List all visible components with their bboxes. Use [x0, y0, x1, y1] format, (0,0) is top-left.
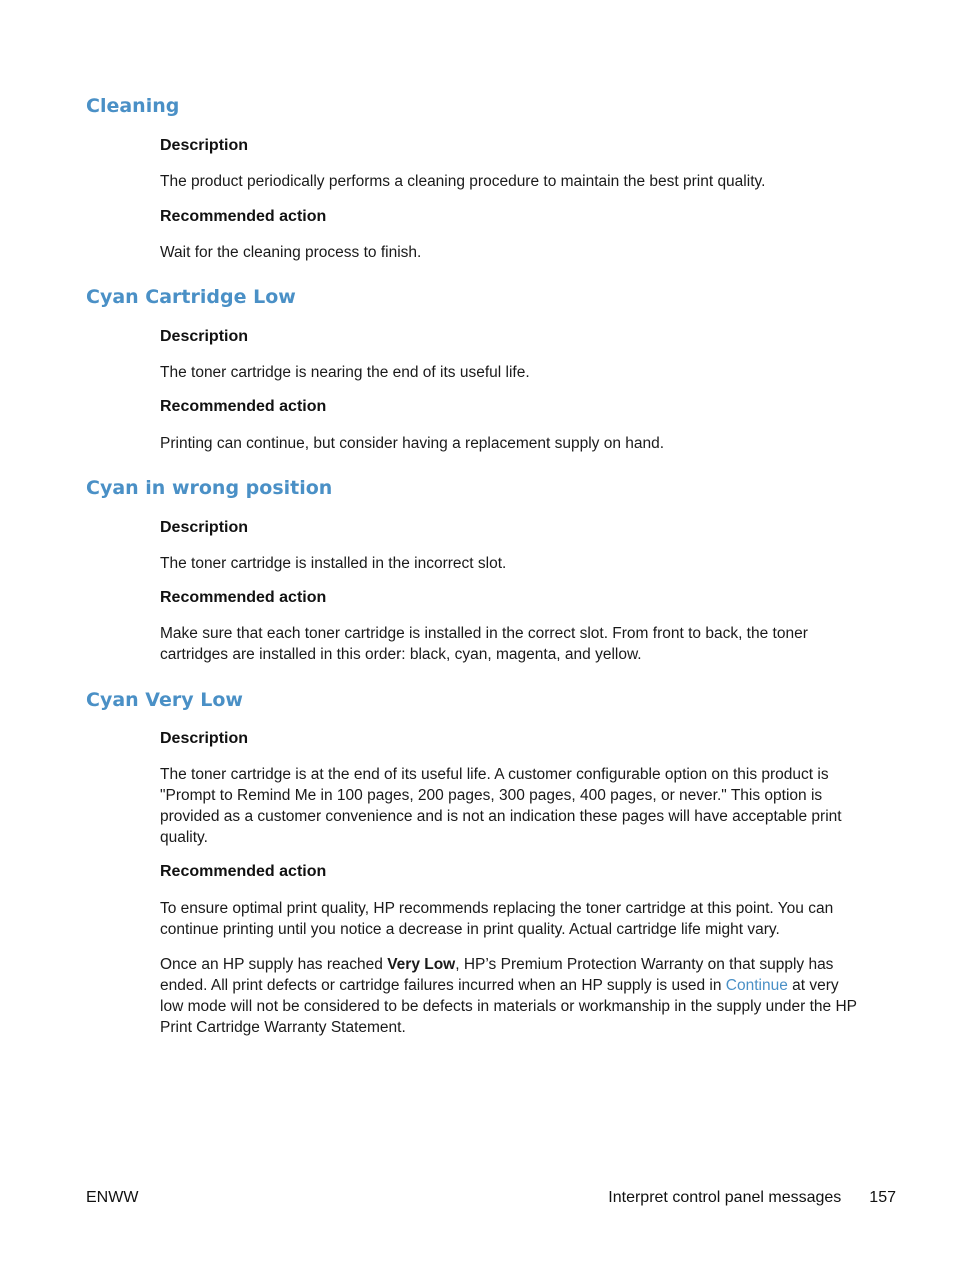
section-heading-cyan-cartridge-low: Cyan Cartridge Low: [86, 286, 296, 308]
description-label: Description: [160, 137, 249, 154]
recommended-action-text: Printing can continue, but consider having a replacement supply on hand.: [160, 435, 665, 452]
description-text: The toner cartridge is at the end of its useful life. A customer configurable option on this product is "Prompt to Remind Me in 100 pages, 200 pages, 300 pages, 400 pages, or never." This option is provided as a customer convenience and is not an indication these pages will have acceptable print quality.: [160, 766, 842, 846]
footer-chapter-title: Interpret control panel messages: [608, 1189, 842, 1206]
section-heading-cleaning: Cleaning: [86, 95, 180, 117]
warranty-paragraph: [160, 954, 860, 1038]
description-label: Description: [160, 519, 249, 536]
recommended-action-text: Make sure that each toner cartridge is installed in the correct slot. From front to back, the toner cartridges are installed in this order: black, cyan, magenta, and yellow.: [160, 625, 808, 663]
recommended-action-text: Wait for the cleaning process to finish.: [160, 244, 422, 261]
recommended-action-label: Recommended action: [160, 398, 327, 415]
description-label: Description: [160, 328, 249, 345]
recommended-action-text: To ensure optimal print quality, HP recommends replacing the toner cartridge at this point. You can continue printing until you notice a decrease in print quality. Actual cartridge life might vary.: [160, 900, 834, 938]
footer-chapter-and-page: [608, 1189, 896, 1207]
very-low-emphasis: Very Low: [387, 956, 456, 973]
section-heading-cyan-very-low: Cyan Very Low: [86, 689, 243, 711]
footer-enww: ENWW: [86, 1189, 139, 1206]
description-text: The toner cartridge is installed in the incorrect slot.: [160, 555, 507, 572]
page-number: 157: [869, 1189, 896, 1206]
description-text: The toner cartridge is nearing the end of its useful life.: [160, 364, 530, 381]
recommended-action-label: Recommended action: [160, 208, 327, 225]
section-heading-cyan-wrong-position: Cyan in wrong position: [86, 477, 333, 499]
warranty-text: Once an HP supply has reached: [160, 956, 388, 973]
recommended-action-label: Recommended action: [160, 863, 327, 880]
warranty-text: at very low mode will not be considered to be defects in materials or workmanship in the supply under the HP Print Cartridge Warranty Statement.: [160, 977, 857, 1036]
recommended-action-label: Recommended action: [160, 589, 327, 606]
continue-link[interactable]: Continue: [725, 977, 788, 994]
warranty-text: , HP’s Premium Protection Warranty on that supply has ended. All print defects or cartridge failures incurred when an HP supply is used in: [160, 956, 834, 994]
description-text: The product periodically performs a cleaning procedure to maintain the best print quality.: [160, 173, 766, 190]
description-label: Description: [160, 730, 249, 747]
